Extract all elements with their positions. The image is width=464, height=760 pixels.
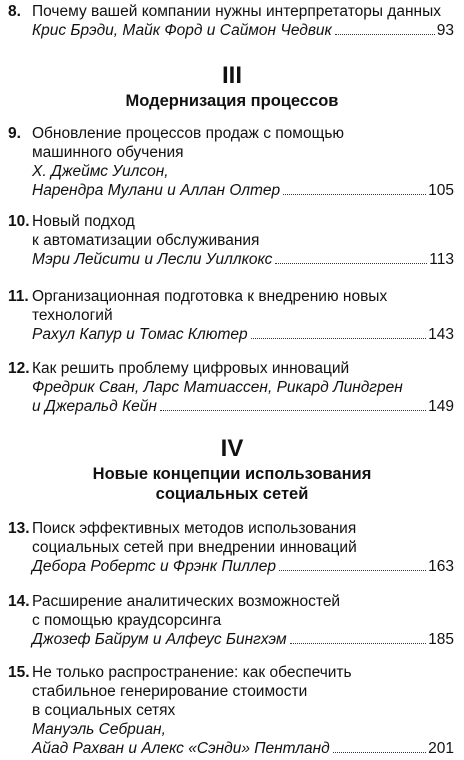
entry-authors: Айад Рахван и Алекс «Сэнди» Пентланд <box>32 740 330 757</box>
part-title-cont: социальных сетей <box>155 485 309 503</box>
part-heading-iii <box>0 63 464 111</box>
entry-number: 12. <box>8 360 30 377</box>
toc-entry-10 <box>8 212 454 269</box>
entry-title-cont: машинного обучения <box>32 144 184 161</box>
page-number: 149 <box>428 398 454 415</box>
entry-number: 10. <box>8 213 30 230</box>
dot-leader <box>290 643 427 644</box>
entry-authors: Мэри Лейсити и Лесли Уиллкокс <box>32 251 273 268</box>
entry-number: 8. <box>8 3 21 20</box>
part-number: III <box>221 62 242 89</box>
entry-number: 14. <box>8 593 30 610</box>
page-number: 143 <box>428 326 454 343</box>
entry-authors: Нарендра Мулани и Аллан Олтер <box>32 182 281 199</box>
toc-entry-11 <box>8 287 454 344</box>
dot-leader <box>160 410 426 411</box>
page-number: 93 <box>436 22 454 39</box>
part-title: Модернизация процессов <box>125 92 339 110</box>
dot-leader <box>333 752 426 753</box>
dot-leader <box>283 194 426 195</box>
page-number: 163 <box>428 558 454 575</box>
entry-title-cont: технологий <box>32 307 113 324</box>
toc-entry-8 <box>8 2 454 40</box>
entry-number: 11. <box>8 288 29 305</box>
entry-title: Новый подход <box>32 213 135 230</box>
part-number: IV <box>220 435 244 462</box>
entry-authors: Фредрик Сван, Ларс Матиассен, Рикард Линдгрен <box>32 379 403 396</box>
dot-leader <box>251 338 427 339</box>
entry-title: Почему вашей компании нужны интерпретаторы данных <box>32 3 441 20</box>
entry-authors: и Джеральд Кейн <box>32 398 157 415</box>
page-number: 185 <box>428 631 454 648</box>
entry-title: Как решить проблему цифровых инноваций <box>32 360 350 377</box>
toc-entry-12 <box>8 359 454 416</box>
toc-entry-15 <box>8 663 454 758</box>
entry-title: Не только распространение: как обеспечить <box>32 664 352 681</box>
entry-title-cont: с помощью краудсорсинга <box>32 612 222 629</box>
entry-title: Поиск эффективных методов использования <box>32 520 357 537</box>
toc-entry-13 <box>8 519 454 576</box>
dot-leader <box>335 34 435 35</box>
toc-entry-14 <box>8 592 454 649</box>
part-heading-iv <box>0 436 464 504</box>
entry-title: Расширение аналитических возможностей <box>32 593 341 610</box>
entry-title-cont: в социальных сетях <box>32 702 176 719</box>
entry-number: 13. <box>8 520 30 537</box>
page-number: 113 <box>429 251 454 268</box>
entry-authors: Дебора Робертс и Фрэнк Пиллер <box>32 558 277 575</box>
entry-authors: Мануэль Себриан, <box>32 721 166 738</box>
entry-title: Обновление процессов продаж с помощью <box>32 125 345 142</box>
toc-entry-9 <box>8 124 454 200</box>
entry-title: Организационная подготовка к внедрению новых <box>32 288 388 305</box>
entry-authors: Крис Брэди, Майк Форд и Саймон Чедвик <box>32 22 332 39</box>
entry-title-cont: стабильное генерирование стоимости <box>32 683 308 700</box>
entry-authors: Рахул Капур и Томас Клютер <box>32 326 248 343</box>
page-number: 105 <box>428 182 454 199</box>
dot-leader <box>279 570 426 571</box>
entry-number: 9. <box>8 125 21 142</box>
part-title: Новые концепции использования <box>92 465 372 483</box>
entry-title-cont: социальных сетей при внедрении инноваций <box>32 539 357 556</box>
entry-authors: Х. Джеймс Уилсон, <box>32 163 169 180</box>
entry-title-cont: к автоматизации обслуживания <box>32 232 260 249</box>
entry-authors: Джозеф Байрум и Алфеус Бингхэм <box>32 631 287 648</box>
page-number: 201 <box>428 740 454 757</box>
entry-number: 15. <box>8 664 30 681</box>
dot-leader <box>275 263 427 264</box>
